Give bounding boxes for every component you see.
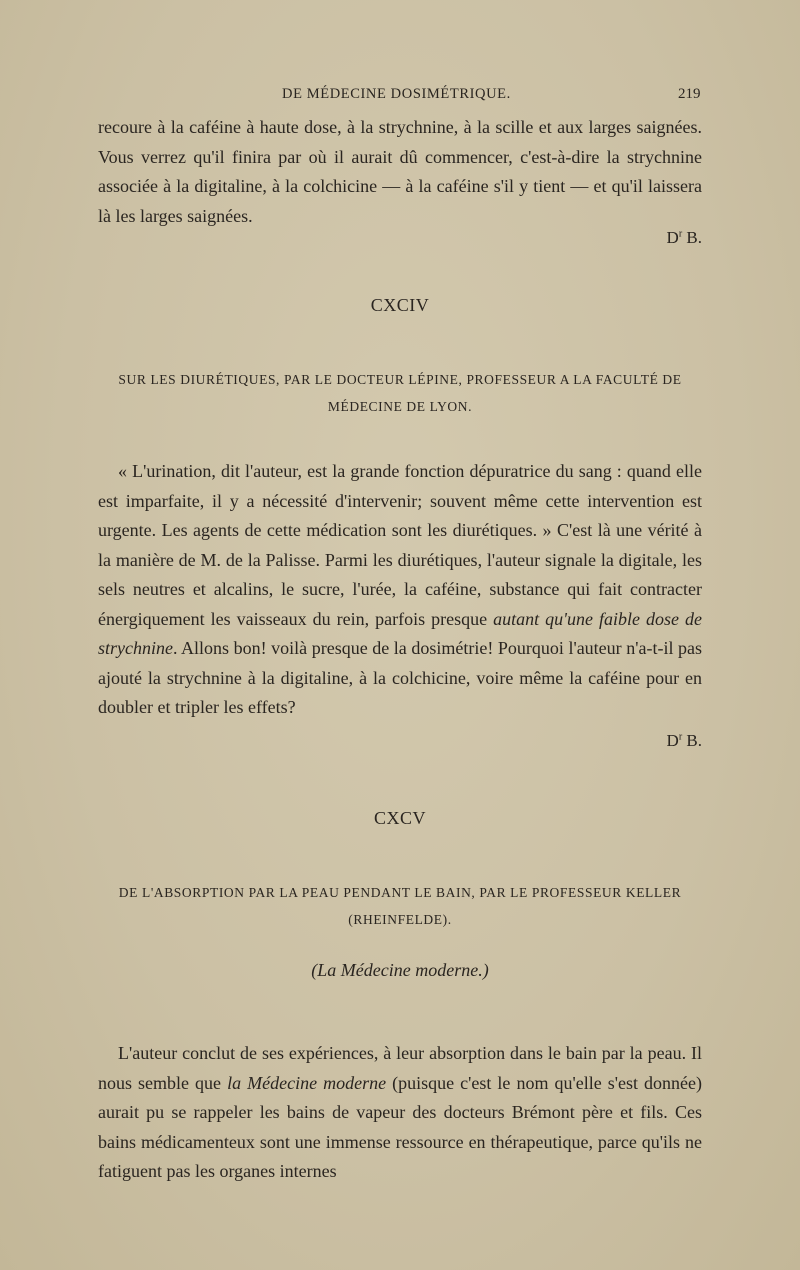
section-title-cxcv: DE L'ABSORPTION PAR LA PEAU PENDANT LE BAIN, PAR LE PROFESSEUR KELLER (RHEINFELDE).: [118, 885, 682, 927]
section-number-cxciv: CXCIV: [370, 295, 430, 315]
section-number-cxcv: CXCV: [373, 808, 426, 828]
paragraph-italic: autant qu'une faible dose de strychnine: [98, 608, 702, 658]
signature-sup: r: [678, 731, 683, 743]
signature-sup: r: [678, 228, 683, 240]
paragraph-text-part1: L'auteur conclut de ses expériences, à leur absorption dans le bain par la peau. Il nous semble que: [98, 1043, 702, 1093]
signature-name: B.: [682, 228, 702, 247]
source-citation: (La Médecine moderne.): [311, 960, 489, 980]
intro-paragraph: recoure à la caféine à haute dose, à la strychnine, à la scille et aux larges saignées. Vous verrez qu'il finira par où il aurait dû commencer, c'est-à-dire la strychnine associée à la digitaline, à la colchicine — à la caféine s'il y tient — et qu'il laissera là les larges saignées.: [98, 117, 702, 226]
paragraph-text-part1: « L'urination, dit l'auteur, est la grande fonction dépuratrice du sang : quand elle est imparfaite, il y a nécessité d'intervenir; souvent même cette intervention est urgente. Les agents de cette médication sont les diurétiques. » C'est là une vérité à la manière de M. de la Palisse. Parmi les diurétiques, l'auteur signale la digitale, les sels neutres et alcalins, le sucre, l'urée, la caféine, substance qui fait contracter énergiquement les vaisseaux du rein, parfois presque: [98, 461, 702, 629]
signature-prefix: D: [666, 228, 679, 247]
paragraph-text-part2: . Allons bon! voilà presque de la dosimétrie! Pourquoi l'auteur n'a-t-il pas ajouté la strychnine à la digitaline, à la colchicine, voire même la caféine pour en doubler et tripler les effets?: [98, 638, 702, 717]
running-title: DE MÉDECINE DOSIMÉTRIQUE.: [282, 86, 511, 102]
paragraph-italic: la Médecine moderne: [227, 1072, 387, 1093]
page-number: 219: [678, 86, 701, 102]
section-title-cxciv: SUR LES DIURÉTIQUES, PAR LE DOCTEUR LÉPINE, PROFESSEUR A LA FACULTÉ DE MÉDECINE DE LYON.: [118, 372, 682, 414]
intro-signature: [667, 228, 702, 248]
signature-name: B.: [682, 731, 702, 750]
section-paragraph-cxciv: [98, 457, 702, 723]
running-header: [0, 86, 800, 108]
cxciv-signature: [667, 731, 702, 751]
section-paragraph-cxcv: [98, 1039, 702, 1187]
signature-prefix: D: [666, 731, 679, 750]
paragraph-text-part2: (puisque c'est le nom qu'elle s'est donnée) aurait pu se rappeler les bains de vapeur des docteurs Brémont père et fils. Ces bains médicamenteux sont une immense ressource en thérapeutique, parce qu'ils ne fatiguent pas les organes internes: [98, 1072, 703, 1181]
